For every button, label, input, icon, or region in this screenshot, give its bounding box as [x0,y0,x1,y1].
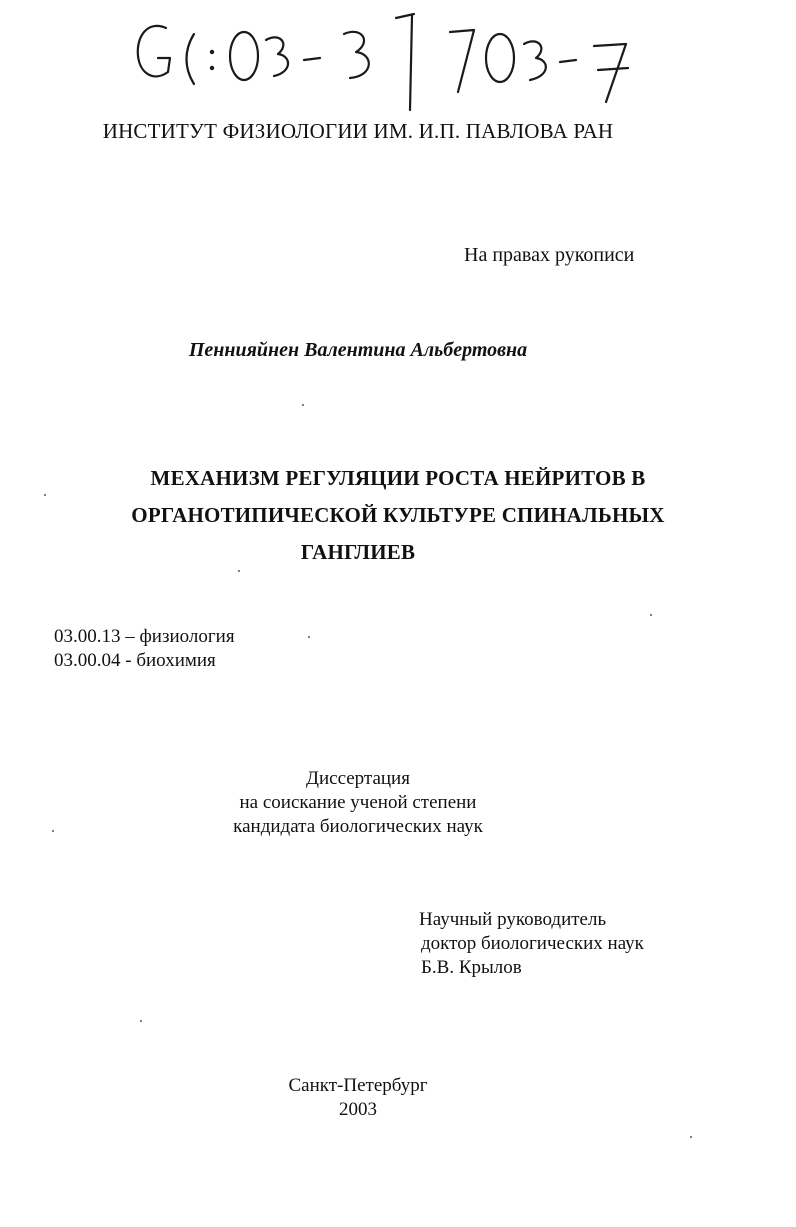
author-name: Пеннияйнен Валентина Альбертовна [188,339,528,361]
scan-speck [52,830,54,832]
specialty-physiology: 03.00.13 – физиология [54,626,235,647]
scan-speck [44,494,46,496]
scan-speck [690,1136,692,1138]
scan-speck [302,404,304,406]
scan-speck [650,614,652,616]
thesis-title-line-2: ОРГАНОТИПИЧЕСКОЙ КУЛЬТУРЕ СПИНАЛЬНЫХ [131,503,665,527]
degree-purpose: на соискание ученой степени [239,792,477,813]
specialty-biochemistry: 03.00.04 - биохимия [54,650,216,671]
thesis-title-line-3: ГАНГЛИЕВ [300,540,416,564]
institute-name: ИНСТИТУТ ФИЗИОЛОГИИ ИМ. И.П. ПАВЛОВА РАН [102,119,614,143]
thesis-title-line-1: МЕХАНИЗМ РЕГУЛЯЦИИ РОСТА НЕЙРИТОВ В [150,466,646,490]
rights-note: На правах рукописи [464,244,635,266]
scan-speck [308,636,310,638]
scan-speck [238,570,240,572]
dissertation-label: Диссертация [306,768,410,789]
degree-name: кандидата биологических наук [233,816,483,837]
supervisor-role: Научный руководитель [419,909,607,930]
handwritten-archive-code [128,6,668,126]
year: 2003 [339,1099,377,1120]
supervisor-name: Б.В. Крылов [421,957,522,978]
city: Санкт-Петербург [288,1075,428,1096]
scan-speck [140,1020,142,1022]
supervisor-degree: доктор биологических наук [421,933,644,954]
